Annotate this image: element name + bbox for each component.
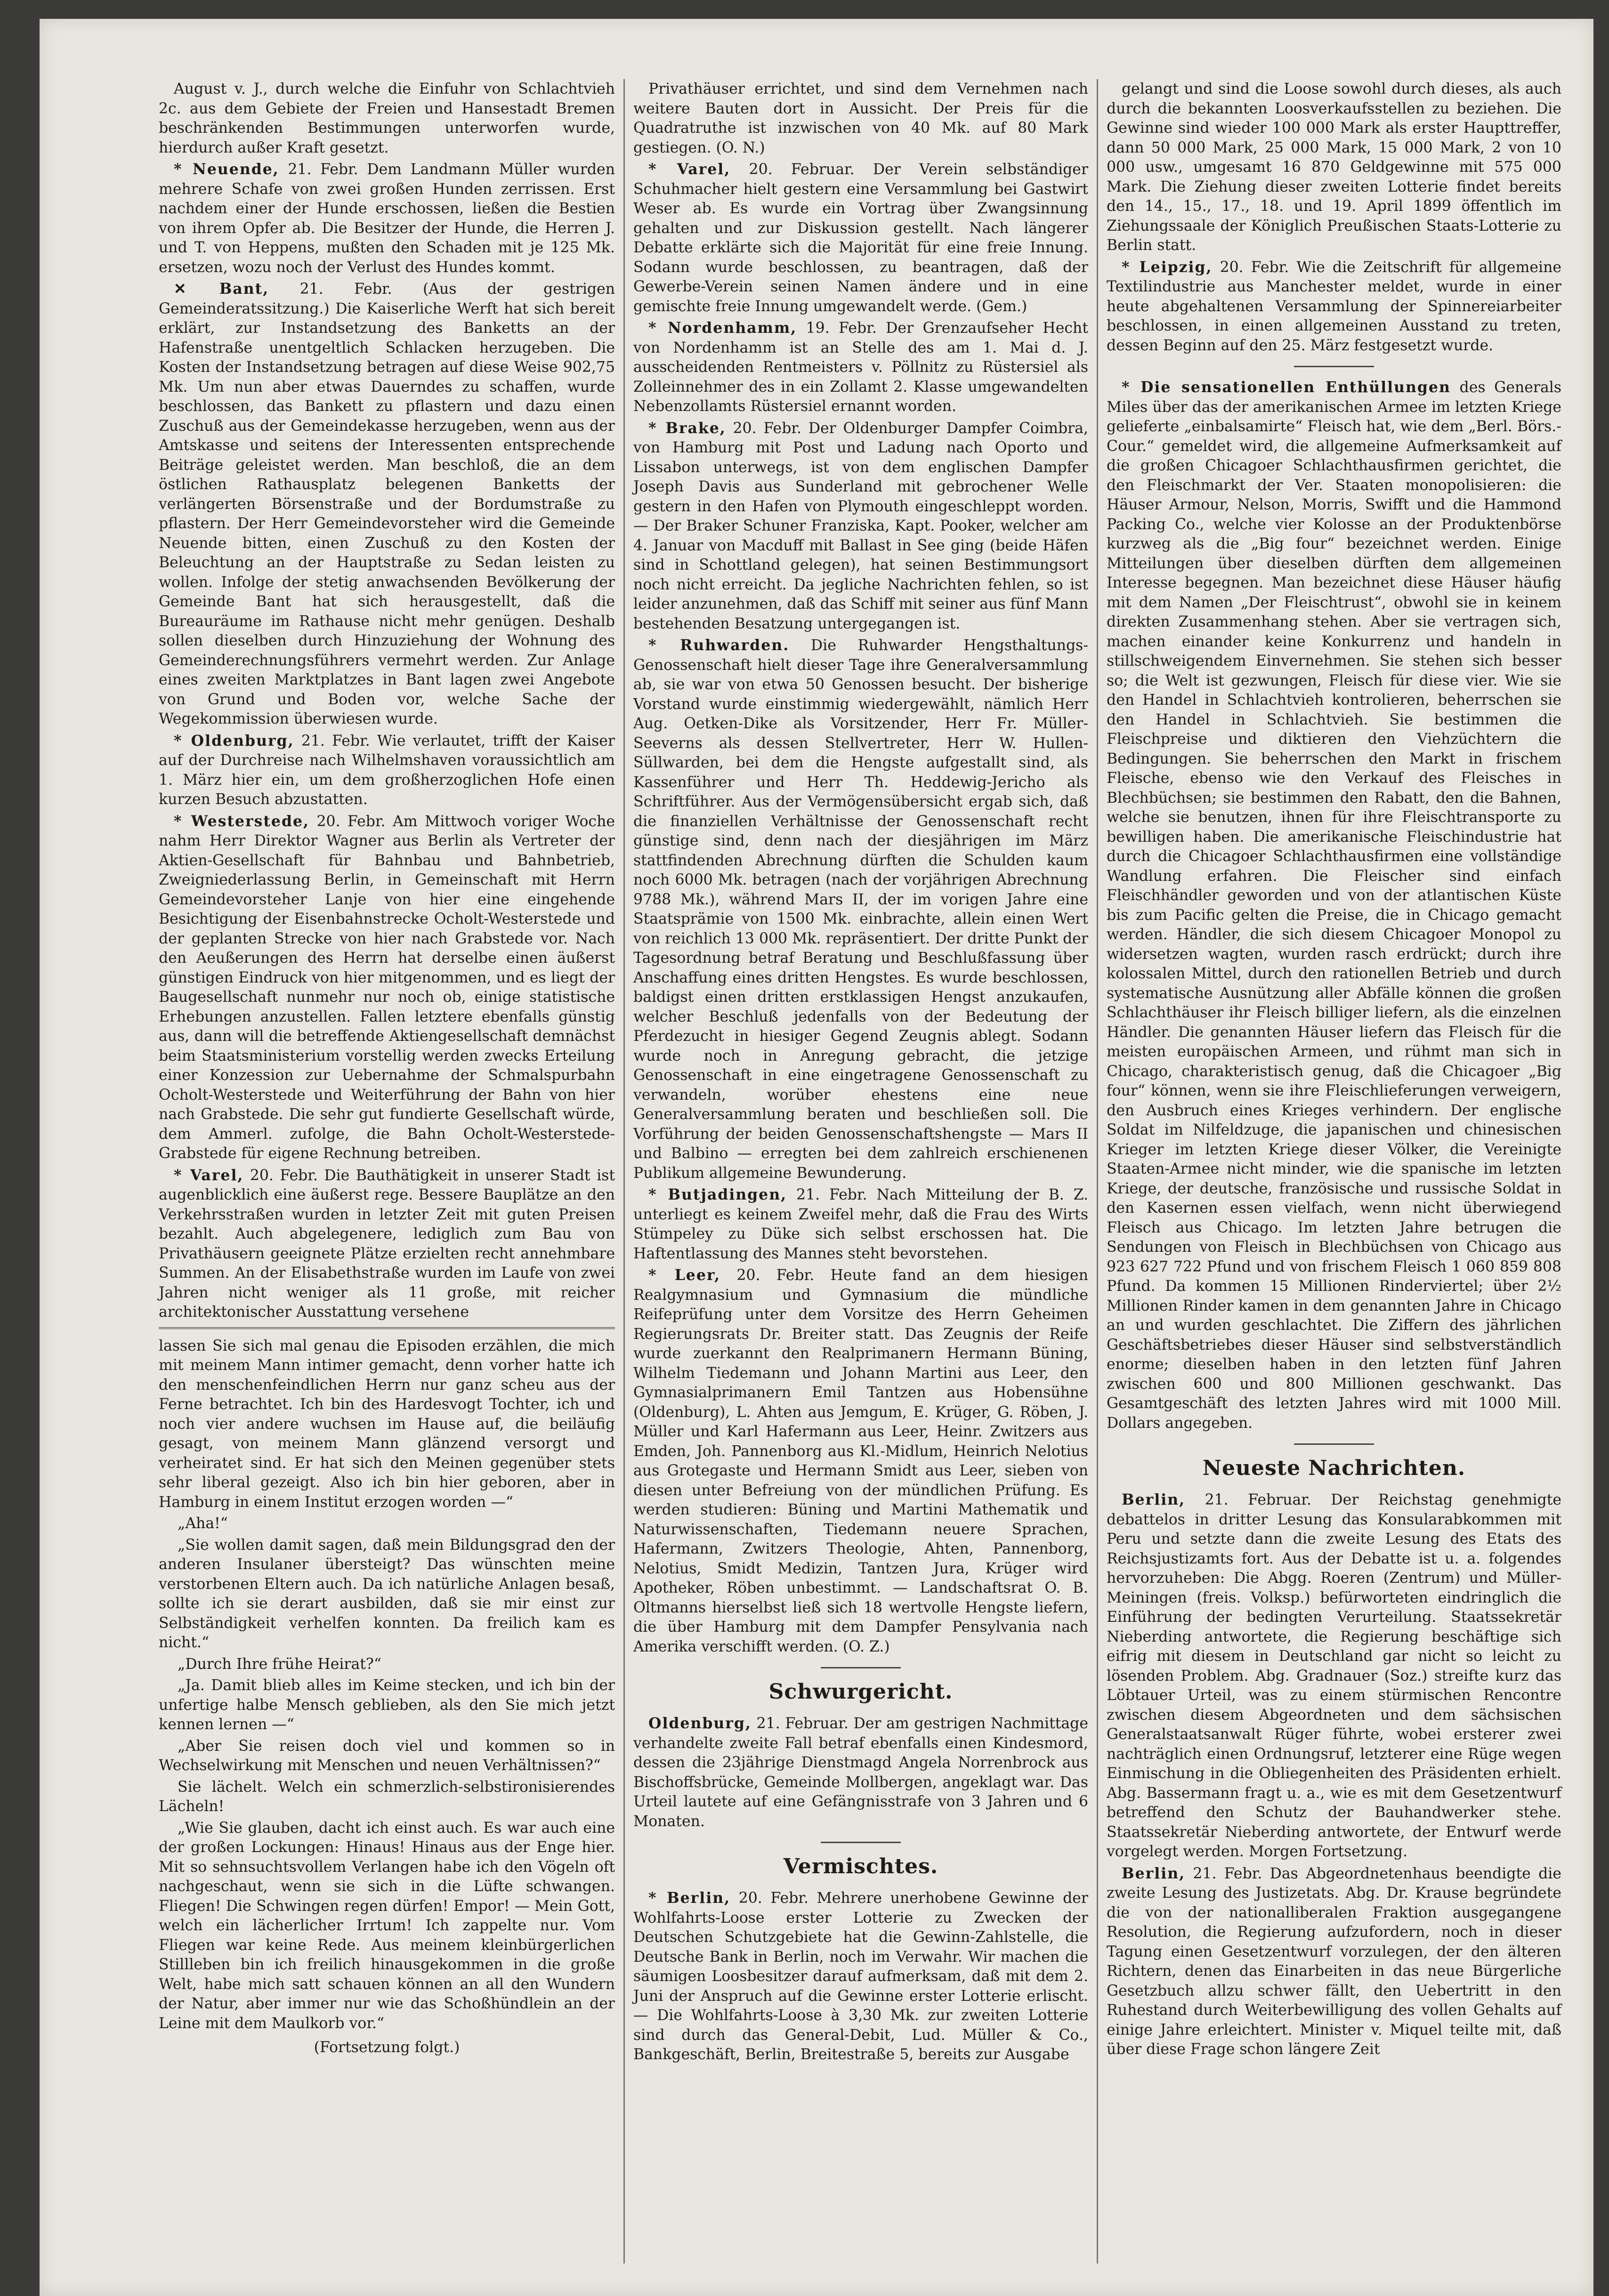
section-divider	[1294, 366, 1374, 367]
article-text: 20. Februar. Der Verein selbständiger Schuhmacher hielt gestern eine Versammlung bei Gastwirt Weser ab. Es wurde ein Vortrag über Zwangsinnung gehalten und zur Diskussion gestellt. Nach längerer Debatte erklärte sich die Majorität für eine freie Innung. Sodann wurde beschlossen, zu beantragen, daß der Gewerbe-Verein seinen Namen ändere und in eine gemischte freie Innung umgewandelt werde. (Gem.)	[633, 161, 1089, 315]
article	[633, 160, 1088, 316]
article	[159, 79, 615, 158]
article-text: 20. Febr. Die Bauthätigkeit in unserer Stadt ist augenblicklich eine äußerst rege. Bessere Bauplätze an den Verkehrsstraßen wurden in letzter Zeit mit guten Preisen bezahlt. Auch abgelegenere, lediglich zum Bau von Privathäusern geeignete Plätze erzielten recht annehmbare Summen. An der Elisabethstraße wurden im Laufe von zwei Jahren nicht weniger als 11 große, mit reicher architektonischer Ausstattung versehene	[159, 1167, 615, 1321]
article-text: August v. J., durch welche die Einfuhr von Schlachtvieh 2c. aus dem Gebiete der Freien und Hansestadt Bremen beschränkenden Bestimmungen unterworfen wurde, hierdurch außer Kraft gesetzt.	[159, 81, 615, 156]
serial-paragraph: „Ja. Damit blieb alles im Keime stecken, und ich bin der unfertige halbe Mensch geblieben, als den Sie mich jetzt kennen lernen —“	[159, 1677, 615, 1733]
article-place: * Butjadingen,	[648, 1186, 787, 1203]
article-place: Oldenburg,	[648, 1715, 752, 1732]
article-text: 20. Febr. Mehrere unerhobene Gewinne der Wohlfahrts-Loose erster Lotterie zu Zwecken der Deutschen Schutzgebiete hat die Gewinn-Zahlstelle, die Deutsche Bank in Berlin, noch im Verwahr. Wir machen die säumigen Loosbesitzer darauf aufmerksam, daß mit dem 2. Juni der Anspruch auf die Gewinne erster Lotterie erlischt. — Die Wohlfahrts-Loose à 3,30 Mk. zur zweiten Lotterie sind durch das General-Debit, Lud. Müller & Co., Bankgeschäft, Berlin, Breitestraße 5, bereits zur Ausgabe	[633, 1890, 1088, 2063]
article-place: * Brake,	[648, 419, 726, 437]
article	[633, 1265, 1088, 1657]
newspaper-page	[40, 19, 1593, 2296]
serial-paragraph: lassen Sie sich mal genau die Episoden erzählen, die mich mit meinem Mann intimer gemacht, denn vorher hatte ich den menschenfeindlichen Herrn nur ganz scheu aus der Ferne betrachtet. Ich bin des Hardesvogt Tochter, ich und noch vier andere wuchsen im Hause auf, die beiläufig gesagt, von meinem Mann glänzend versorgt und verheiratet sind. Er hat sich den Meinen gegenüber stets sehr liberal gezeigt. Also ich bin hier geboren, aber in Hamburg in einem Institut erzogen worden —“	[159, 1337, 615, 1511]
serial-story	[159, 1337, 615, 2058]
section-heading-court: Schwurgericht.	[768, 1680, 953, 1704]
article	[159, 812, 615, 1164]
article-text: Privathäuser errichtet, und sind dem Vernehmen nach weitere Bauten dort in Aussicht. Der Preis für die Quadratruthe ist inzwischen von 40 Mk. auf 80 Mark gestiegen. (O. N.)	[633, 81, 1088, 156]
article-text: 20. Febr. Am Mittwoch voriger Woche nahm Herr Direktor Wagner aus Berlin als Vertreter der Aktien-Gesellschaft für Bahnbau und Bahnbetrieb, Zweigniederlassung Berlin, in Gemeinschaft mit Herrn Gemeindevorsteher Lanje von hier eine eingehende Besichtigung der Eisenbahnstrecke Ocholt-Westerstede und der geplanten Strecke von hier nach Grabstede vor. Nach den Aeußerungen des Herrn hat derselbe einen äußerst günstigen Eindruck von hier mitgenommen, und es liegt der Baugesellschaft nunmehr nur noch ob, einige statistische Erhebungen anzustellen. Fallen letztere ebenfalls günstig aus, dann will die betreffende Aktiengesellschaft demnächst beim Staatsministerium vorstellig werden zwecks Erteilung einer Konzession zur Uebernahme der Schmalspurbahn Ocholt-Westerstede und Weiterführung der Bahn von hier nach Grabstede. Die sehr gut fundierte Gesellschaft würde, dem Ammerl. zufolge, die Bahn Ocholt-Westerstede-Grabstede für eigene Rechnung betreiben.	[159, 813, 615, 1162]
serial-paragraph: „Durch Ihre frühe Heirat?“	[178, 1655, 381, 1673]
article-place: * Leer,	[648, 1266, 721, 1284]
serial-paragraph: Sie lächelt. Welch ein schmerzlich-selbstironisierendes Lächeln!	[159, 1778, 615, 1815]
article	[1107, 1490, 1561, 1862]
article	[633, 1888, 1088, 2065]
article-text: 21. Februar. Der Reichstag genehmigte debattelos in dritter Lesung das Konsularabkommen mit Peru und setzte dann die zweite Lesung des Etats des Reichsjustizamts fort. Aus der Debatte ist u. a. folgendes hervorzuheben: Die Abgg. Roeren (Zentrum) und Müller-Meiningen (freis. Volksp.) befürworteten eindringlich die Einführung der bedingten Verurteilung. Staatssekretär Nieberding antwortete, die Regierung beschäftige sich eifrig mit diesem in Deutschland gar nicht so leicht zu lösenden Problem. Abg. Gradnauer (Soz.) streifte kurz das Löbtauer Urteil, was zu einem stürmischen Rencontre zwischen diesem Abgeordneten und dem sächsischen Generalstaatsanwalt Rüger führte, wobei ersterer zwei nachträglich einen Ordnungsruf, letzterer eine Rüge wegen Einmischung in die Obliegenheiten des Präsidenten erhielt. Abg. Bassermann fragt u. a., wie es mit dem Gesetzentwurf betreffend den Schutz der Bauhandwerker stehe. Staatssekretär Nieberding antwortete, der Entwurf werde vorgelegt werden. Morgen Fortsetzung.	[1107, 1491, 1561, 1860]
article	[159, 279, 615, 729]
article-place: ✕ Bant,	[174, 280, 269, 298]
column-3	[1097, 79, 1570, 2264]
article	[633, 1185, 1088, 1264]
feuilleton-divider	[159, 1327, 615, 1332]
article-text: Die Ruhwarder Hengsthaltungs-Genossenschaft hielt dieser Tage ihre Generalversammlung ab, sie war von etwa 50 Genossen besucht. Der bisherige Vorstand wurde einstimmig wiedergewählt, nämlich Herr Aug. Oetken-Dike als Vorsitzender, Herr Fr. Müller-Seeverns als dessen Stellvertreter, Herr W. Hullen-Süllwarden, bei dem die Hengste aufgestallt sind, als Kassenführer und Herr Th. Heddewig-Jericho als Schriftführer. Aus der Vermögensübersicht ergab sich, daß die finanziellen Verhältnisse der Genossenschaft recht günstige sind, denn nach der diesjährigen im März stattfindenden Abrechnung dürften die Schulden kaum noch 6000 Mk. betragen (nach der vorjährigen Abrechnung 9788 Mk.), während Mars II, der im vorigen Jahre eine Staatsprämie von 1500 Mk. einbrachte, allein einen Wert von reichlich 13 000 Mk. repräsentiert. Der dritte Punkt der Tagesordnung betraf Beratung und Beschlußfassung über Anschaffung eines dritten Hengstes. Es wurde beschlossen, baldigst einen dritten erstklassigen Hengst anzukaufen, welcher Beschluß jedenfalls von der Bedeutung der Pferdezucht in hiesiger Gegend Zeugnis ablegt. Sodann wurde noch in Anregung gebracht, die jetzige Genossenschaft in eine eingetragene Genossenschaft zu verwandeln, worüber ehestens eine neue Generalversammlung beraten und beschließen soll. Die Vorführung der beiden Genossenschaftshengste — Mars II und Balbino — erregten bei dem zahlreich erschienenen Publikum allgemeine Bewunderung.	[633, 637, 1088, 1182]
article	[633, 1714, 1088, 1831]
article-text: 20. Febr. Heute fand an dem hiesigen Realgymnasium und Gymnasium die mündliche Reifeprüfung unter dem Vorsitze des Herrn Geheimen Regierungsrats Dr. Breiter statt. Das Zeugnis der Reife wurde zuerkannt den Realprimanern Hermann Büning, Wilhelm Tiedemann und Johann Martini aus Leer, den Gymnasialprimanern Emil Tantzen aus Hobensühne (Oldenburg), L. Ahten aus Jemgum, E. Krüger, G. Röben, J. Müller und Karl Hafermann aus Leer, Heinr. Zwitzers aus Emden, Joh. Pannenborg aus Kl.-Midlum, Heinrich Nelotius aus Grotegaste und Hermann Smidt aus Leer, sieben von diesen unter Befreiung von der mündlichen Prüfung. Es werden studieren: Büning und Martini Mathematik und Naturwissenschaften, Tiedemann neuere Sprachen, Hafermann, Zwitzers Theologie, Ahten, Pannenborg, Nelotius, Smidt Medizin, Tantzen Jura, Krüger wird Apotheker, Röben unbestimmt. — Landschaftsrat O. B. Oltmanns hierselbst ließ sich 18 wertvolle Hengste liefern, die über Hamburg mit dem Dampfer Pensylvania nach Amerika verschifft werden. (O. Z.)	[633, 1267, 1088, 1655]
article	[1107, 79, 1561, 256]
article	[159, 731, 615, 810]
serial-paragraph: „Wie Sie glauben, dacht ich einst auch. Es war auch eine der großen Lockungen: Hinaus! Hinaus aus der Enge hier. Mit so sehnsuchtsvollem Verlangen habe ich den Vögeln oft nachgeschaut, wenn sie sich in die Lüfte schwangen. Fliegen! Die Schwingen regen dürfen! Empor! — Mein Gott, welch ein lächerlicher Irrtum! Ich zappelte nur. Vom Fliegen war keine Rede. Aus meinem kleinbürgerlichen Stillleben bin ich freilich hinausgekommen in die große Welt, habe mich satt schauen können an all den Wundern der Natur, aber immer nur wie das Schoßhündlein an der Leine mit dem Maulkorb vor.“	[159, 1819, 615, 2032]
article-place: * Leipzig,	[1122, 258, 1213, 276]
article-text: 21. Febr. Dem Landmann Müller wurden mehrere Schafe von zwei großen Hunden zerrissen. Erst nachdem einer der Hunde erschossen, ließen die Bestien von ihrem Opfer ab. Die Besitzer der Hunde, die Herren J. und T. von Heppens, mußten den Schaden mit je 125 Mk. ersetzen, wozu noch der Verlust des Hundes kommt.	[159, 161, 615, 276]
article-text: 20. Febr. Wie die Zeitschrift für allgemeine Textilindustrie aus Manchester meldet, wurde in einer heute abgehaltenen Versammlung der Spinnereiarbeiter beschlossen, in einen allgemeinen Ausstand zu treten, dessen Beginn auf den 25. März festgesetzt wurde.	[1107, 258, 1562, 354]
article-text: 21. Februar. Der am gestrigen Nachmittage verhandelte zweite Fall betraf ebenfalls einen Kindesmord, dessen die 23jährige Dienstmagd Angela Norrenbrock aus Bischoffsbrücke, Gemeinde Mollbergen, angeklagt war. Das Urteil lautete auf eine Gefängnisstrafe von 3 Jahren und 6 Monaten.	[633, 1715, 1088, 1830]
article-place: * Ruhwarden.	[648, 636, 790, 654]
article	[159, 160, 615, 277]
local-news-block	[159, 79, 615, 1322]
page-columns	[150, 79, 1593, 2264]
article-place: * Die sensationellen Enthüllungen	[1122, 379, 1451, 396]
article-text: 21. Febr. Nach Mitteilung der B. Z. unterliegt es keinem Zweifel mehr, daß die Frau des Wirts Stümpeley zu Düke sich selbst erschossen hat. Die Haftentlassung des Mannes steht bevorstehen.	[633, 1186, 1089, 1262]
column-1	[150, 79, 623, 2264]
section-heading-news: Neueste Nachrichten.	[1202, 1456, 1466, 1480]
article-place: Berlin,	[1122, 1864, 1186, 1882]
article-place: * Varel,	[174, 1166, 244, 1184]
article	[633, 419, 1088, 634]
article-place: Berlin,	[1122, 1491, 1186, 1508]
article	[1107, 1864, 1561, 2060]
article	[1107, 378, 1561, 1433]
article-place: * Nordenhamm,	[648, 319, 797, 337]
column-2	[623, 79, 1097, 2264]
serial-paragraph: „Aha!“	[178, 1515, 228, 1532]
article-text: des Generals Miles über das der amerikanischen Armee im letzten Kriege gelieferte „einbalsamirte“ Fleisch hat, wie dem „Berl. Börs.-Cour.“ gemeldet wird, die allgemeine Aufmerksamkeit auf die großen Chicagoer Schlachthausfirmen gerichtet, die den Fleischmarkt der Ver. Staaten monopolisieren: die Häuser Armour, Nelson, Morris, Swifft und die Hammond Packing Co., welche vier Kolosse an der Produktenbörse kurzweg als die „Big four“ bezeichnet werden. Einige Mitteilungen über dieselben dürften dem allgemeinen Interesse begegnen. Man bezeichnet diese Häuser häufig mit dem Namen „Der Fleischtrust“, obwohl sie in keinem direkten Zusammenhang stehen. Aber sie vertragen sich, machen einander keine Konkurrenz und handeln in stillschweigendem Einvernehmen. Sie stehen sich besser so; die Welt ist gezwungen, Fleisch für diese vier. Wie sie den Handel in Schlachtvieh kontrolieren, beherrschen sie den Handel in Schlachtvieh. Sie bestimmen die Fleischpreise und diktieren den Viehzüchtern die Bedingungen. Sie beherrschen den Markt in frischem Fleische, ebenso wie den Verkauf des Fleisches in Blechbüchsen; sie bestimmen den Rabatt, den die Bahnen, welche sie benutzen, ihnen für ihre Fleischtransporte zu bewilligen haben. Die amerikanische Fleischindustrie hat durch die Chicagoer Schlachthausfirmen eine vollständige Wandlung erfahren. Die Fleischer sind einfach Fleischhändler geworden und von der atlantischen Küste bis zum Pacific gelten die Preise, die in Chicago gemacht werden. Händler, die sich diesem Chicagoer Monopol zu widersetzen wagten, wurden rasch erdrückt; durch ihre kolossalen Mittel, durch den rationellen Betrieb und durch systematische Ausnützung aller Abfälle können die großen Schlachthäuser ihr Fleisch billiger liefern, als die einzelnen Händler. Die genannten Häuser liefern das Fleisch für die meisten europäischen Armeen, und rühmt man sich in Chicago, charakteristisch genug, daß die Chicagoer „Big four“ können, wenn sie ihre Fleischlieferungen verweigern, den Ausbruch eines Krieges verhindern. Der englische Soldat im Nilfeldzuge, die japanischen und chinesischen Krieger im letzten Kriege dieser Völker, die Vereinigte Staaten-Armee nicht minder, wie die spanische im letzten Kriege, der deutsche, französische und russische Soldat in den Kasernen essen vielfach, wenn nicht überwiegend Fleisch aus Chicago. Im letzten Jahre betrugen die Sendungen von Fleisch in Blechbüchsen von Chicago aus 923 627 722 Pfund und von frischem Fleisch 1 060 859 808 Pfund. Da kommen 15 Millionen Rinderviertel; über 2½ Millionen Rinder kamen in dem genannten Jahre in Chicago an und wurden geschlachtet. Die Ziffern des jährlichen Geschäftsbetriebes dieser Häuser sind selbstverständlich enorme; dieselben haben in den letzten fünf Jahren zwischen 600 und 800 Millionen geschwankt. Das Gesamtgeschäft des letzten Jahres wird mit 1000 Mill. Dollars angegeben.	[1107, 379, 1561, 1432]
section-heading-misc: Vermischtes.	[783, 1854, 938, 1878]
article-text: gelangt und sind die Loose sowohl durch dieses, als auch durch die bekannten Loosverkaufsstellen zu beziehen. Die Gewinne sind wieder 100 000 Mark als erster Haupttreffer, dann 50 000 Mark, 25 000 Mark, 15 000 Mark, 2 von 10 000 usw., umgesamt 16 870 Geldgewinne mit 575 000 Mark. Die Ziehung dieser zweiten Lotterie findet bereits den 14., 15., 17., 18. und 19. April 1899 öffentlich im Ziehungssaale der Königlich Preußischen Staats-Lotterie zu Berlin statt.	[1107, 81, 1561, 254]
section-divider	[1294, 1443, 1374, 1445]
article-text: 19. Febr. Der Grenzaufseher Hecht von Nordenhamm ist an Stelle des am 1. Mai d. J. ausscheidenden Rentmeisters v. Pöllnitz zu Rüstersiel als Zolleinnehmer des in ein Zollamt 2. Klasse umgewandelten Nebenzollamts Rüstersiel ernannt worden.	[633, 320, 1088, 415]
article	[633, 79, 1088, 158]
section-divider	[821, 1667, 901, 1668]
article-place: * Oldenburg,	[174, 732, 294, 749]
article	[1107, 258, 1561, 356]
article-text: 21. Febr. Wie verlautet, trifft der Kaiser auf der Durchreise nach Wilhelmshaven voraussichtlich am 1. März hier ein, um dem großherzoglichen Hofe einen kurzen Besuch abzustatten.	[159, 732, 615, 808]
article-place: * Berlin,	[648, 1889, 731, 1907]
article-text: 21. Febr. Das Abgeordnetenhaus beendigte die zweite Lesung des Justizetats. Abg. Dr. Krause begründete die von der nationalliberalen Fraktion ausgegangene Resolution, die Regierung aufzufordern, noch in dieser Tagung einen Gesetzentwurf vorzulegen, der den älteren Richtern, denen das Einarbeiten in das neue Bürgerliche Gesetzbuch allzu schwer fällt, den Uebertritt in den Ruhestand durch Weiterbewilligung des vollen Gehalts auf einige Jahre erleichtert. Minister v. Miquel teilte mit, daß über diese Frage schon längere Zeit	[1107, 1865, 1562, 2058]
article-text: 20. Febr. Der Oldenburger Dampfer Coimbra, von Hamburg mit Post und Ladung nach Oporto und Lissabon unterwegs, ist von dem englischen Dampfer Joseph Davis aus Sunderland mit gebrochener Welle gestern in den Hafen von Plymouth eingeschleppt worden. — Der Braker Schuner Franziska, Kapt. Pooker, welcher am 4. Januar von Macduff mit Ballast in See ging (beide Häfen sind in Schottland gelegen), hat seinen Bestimmungsort noch nicht erreicht. Da jegliche Nachrichten fehlen, so ist leider anzunehmen, daß das Schiff mit seiner aus fünf Mann bestehenden Besatzung untergegangen ist.	[633, 419, 1089, 632]
section-divider	[821, 1842, 901, 1843]
article-place: * Neuende,	[174, 161, 279, 178]
continued-note: (Fortsetzung folgt.)	[314, 2039, 460, 2056]
article-text: 21. Febr. (Aus der gestrigen Gemeinderatssitzung.) Die Kaiserliche Werft hat sich bereit erklärt, zur Instandsetzung des Banketts an der Hafenstraße unentgeltlich Schlacken herzugeben. Die Kosten der Instandsetzung betragen auf diese Weise 902,75 Mk. Um nun aber etwas Dauerndes zu schaffen, wurde beschlossen, das Bankett zu pflastern und dazu einen Zuschuß aus der Gemeindekasse herzugeben, wenn aus der Amtskasse und seitens der Interessenten entsprechende Beiträge geleistet werden. Man beschloß, die an dem östlichen Rathausplatz belegenen Banketts der verlängerten Börsenstraße und der Bordumstraße zu pflastern. Der Herr Gemeindevorsteher wird die Gemeinde Neuende bitten, einen Zuschuß zu den Kosten der Beleuchtung an der Hauptstraße zu Sedan leisten zu wollen. Infolge der stetig anwachsenden Bevölkerung der Gemeinde Bant hat sich herausgestellt, daß die Bureauräume im Rathause nicht mehr genügen. Deshalb sollen dieselben durch Hinzuziehung der Wohnung des Gemeinderechnungsführers vermehrt werden. Zur Anlage eines zweiten Marktplatzes in Bant lagen zwei Angebote von Grund und Boden vor, welche Sache der Wegekommission überwiesen wurde.	[159, 281, 615, 727]
serial-paragraph: „Sie wollen damit sagen, daß mein Bildungsgrad den der anderen Insulaner übersteigt? Das wünschten meine verstorbenen Eltern auch. Da ich natürliche Anlagen besaß, sollte ich sie derart ausbilden, daß sie mir einst zur Selbständigkeit verhelfen konnten. Da freilich kam es nicht.“	[159, 1536, 615, 1651]
serial-paragraph: „Aber Sie reisen doch viel und kommen so in Wechselwirkung mit Menschen und neuen Verhältnissen?“	[159, 1737, 615, 1774]
article-place: * Varel,	[648, 161, 731, 178]
article-place: * Westerstede,	[174, 812, 310, 830]
article	[633, 318, 1088, 417]
article	[633, 636, 1088, 1183]
article	[159, 1166, 615, 1322]
